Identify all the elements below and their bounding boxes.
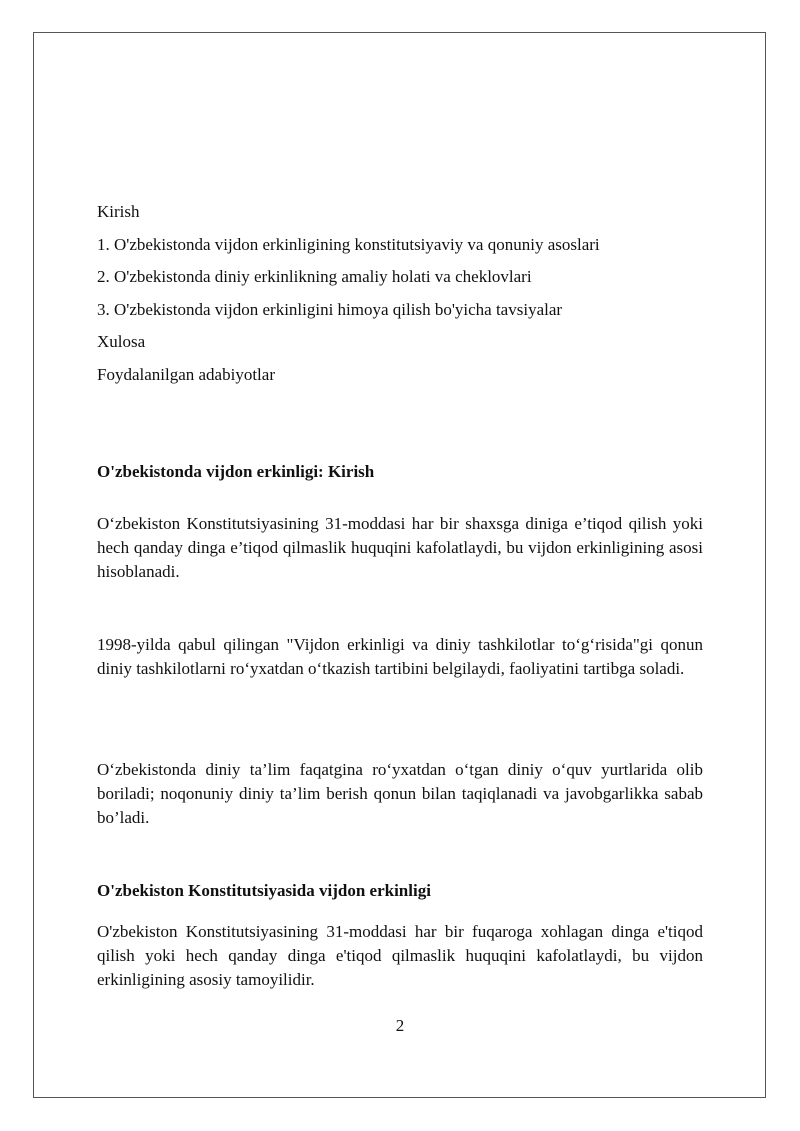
paragraph-religious-education: O‘zbekistonda diniy ta’lim faqatgina ro‘yxatdan o‘tgan diniy o‘quv yurtlarida olib boriladi; noqonuniy diniy ta’lim berish qonun bilan taqiqlanadi va javobgarlikka sabab bo’ladi. <box>97 760 703 827</box>
toc-item-3: 3. O'zbekistonda vijdon erkinligini himoya qilish bo'yicha tavsiyalar <box>97 299 563 319</box>
section-heading-intro: O'zbekistonda vijdon erkinligi: Kirish <box>97 462 375 481</box>
toc-item-conclusion: Xulosa <box>97 332 146 351</box>
section-heading-constitution: O'zbekiston Konstitutsiyasida vijdon erkinligi <box>97 881 431 900</box>
toc-item-intro: Kirish <box>97 202 140 221</box>
table-of-contents <box>97 200 703 395</box>
paragraph-constitution-article-31: O‘zbekiston Konstitutsiyasining 31-moddasi har bir shaxsga diniga e’tiqod qilish yoki hech qanday dinga e’tiqod qilmaslik huquqini kafolatlaydi, bu vijdon erkinligining asosi hisoblanadi. <box>97 514 703 581</box>
toc-item-2: 2. O'zbekistonda diniy erkinlikning amaliy holati va cheklovlari <box>97 267 532 286</box>
toc-item-1: 1. O'zbekistonda vijdon erkinligining konstitutsiyaviy va qonuniy asoslari <box>97 234 600 254</box>
page-number: 2 <box>395 1016 405 1035</box>
paragraph-1998-law: 1998-yilda qabul qilingan "Vijdon erkinligi va diniy tashkilotlar to‘g‘risida"gi qonun diniy tashkilotlarni ro‘yxatdan o‘tkazish tartibini belgilaydi, faoliyatini tartibga soladi. <box>97 635 703 678</box>
paragraph-constitution-guarantee: O'zbekiston Konstitutsiyasining 31-moddasi har bir fuqaroga xohlagan dinga e'tiqod qilish yoki hech qanday dinga e'tiqod qilmaslik huquqini kafolatlaydi, bu vijdon erkinligining asosiy tamoyilidir. <box>97 922 703 989</box>
toc-item-references: Foydalanilgan adabiyotlar <box>97 364 275 384</box>
